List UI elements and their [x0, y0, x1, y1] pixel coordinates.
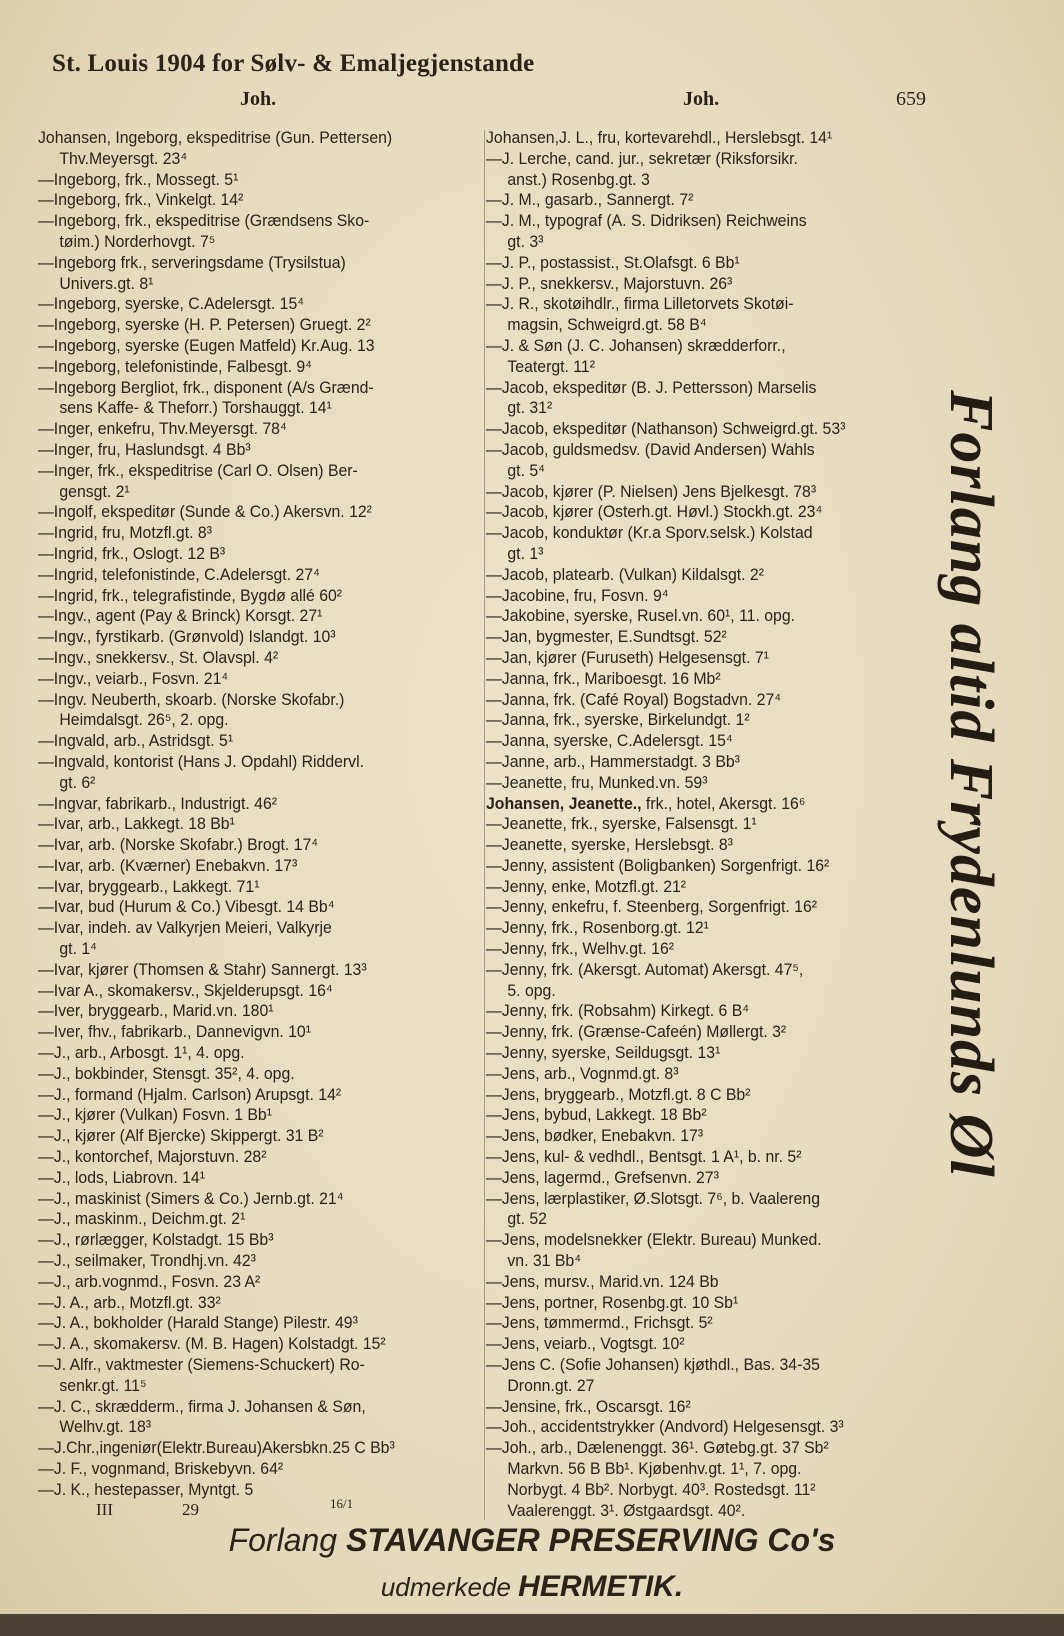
right-column	[486, 128, 934, 1521]
directory-entry	[38, 1105, 453, 1126]
entry-text: —Iver, fhv., fabrikarb., Dannevigvn. 10¹	[38, 1022, 311, 1042]
entry-text: tøim.) Norderhovgt. 7⁵	[59, 231, 216, 251]
entry-continuation-line	[38, 398, 453, 419]
entry-text: —Inger, fru, Haslundsgt. 4 Bb³	[38, 439, 251, 459]
entry-text: —Janne, arb., Hammerstadgt. 3 Bb³	[486, 751, 740, 771]
directory-entry	[38, 1251, 453, 1272]
advert-product: HERMETIK.	[518, 1570, 684, 1603]
directory-entry	[486, 1189, 903, 1210]
entry-text: —J., maskinist (Simers & Co.) Jernb.gt. 21⁴	[38, 1188, 344, 1208]
directory-entry	[38, 690, 453, 711]
entry-text: —Jacob, guldsmedsv. (David Andersen) Wahls	[486, 439, 815, 459]
entry-text: magsin, Schweigrd.gt. 58 B⁴	[507, 315, 707, 335]
entry-text: —J. F., vognmand, Briskebyvn. 64²	[38, 1459, 284, 1478]
directory-entry	[486, 253, 903, 274]
directory-entry	[38, 1001, 453, 1022]
entry-text: Johansen, Ingeborg, ekspeditrise (Gun. Pettersen)	[38, 128, 393, 147]
entry-text: —Jeanette, frk., syerske, Falsensgt. 1¹	[486, 814, 757, 834]
signature-date: 16/1	[330, 1496, 354, 1511]
entry-text: gt. 31²	[507, 398, 553, 418]
directory-entry	[38, 1334, 453, 1355]
directory-entry	[38, 1313, 453, 1334]
directory-entry	[486, 897, 903, 918]
side-advert: Forlang altid Frydenlunds Øl	[937, 390, 1005, 1178]
directory-entry	[38, 1126, 453, 1147]
directory-entry	[38, 315, 453, 336]
entry-continuation-line	[486, 1501, 903, 1522]
directory-entry	[38, 1209, 453, 1230]
entry-text: —Jens, portner, Rosenbg.gt. 10 Sb¹	[486, 1292, 739, 1312]
directory-entry	[38, 669, 453, 690]
entry-text: gt. 1³	[507, 543, 544, 563]
directory-entry	[486, 669, 903, 690]
entry-text: —J. A., bokholder (Harald Stange) Pilestr. 49³	[38, 1313, 358, 1333]
directory-entry	[486, 1064, 903, 1085]
header-advert-title: St. Louis 1904 for Sølv- & Emaljegjenstande	[52, 50, 535, 77]
entry-continuation-line	[486, 398, 903, 419]
directory-entry	[38, 1272, 453, 1293]
entry-text: —Jenny, assistent (Boligbanken) Sorgenfrigt. 16²	[486, 855, 830, 875]
directory-entry	[486, 523, 903, 544]
directory-entry	[486, 482, 903, 503]
entry-continuation-line	[38, 1417, 453, 1438]
entry-continuation-line	[486, 981, 903, 1002]
entry-continuation-line	[38, 149, 453, 170]
page-edge	[0, 1614, 1064, 1636]
entry-text: Norbygt. 4 Bb². Norbygt. 40³. Rostedsgt. 11²	[507, 1479, 816, 1499]
entry-text: —Janna, frk., Mariboesgt. 16 Mb²	[486, 668, 721, 688]
directory-entry	[486, 835, 903, 856]
directory-entry	[486, 1126, 903, 1147]
entry-continuation-line	[486, 357, 903, 378]
entry-text: —Jeanette, fru, Munked.vn. 59³	[486, 772, 708, 792]
entry-text: —J. M., gasarb., Sannergt. 7²	[486, 190, 694, 210]
entry-continuation-line	[486, 315, 903, 336]
entry-text: —J. R., skotøihdlr., firma Lilletorvets Skotøi-	[486, 294, 794, 314]
entry-text: —J. P., postassist., St.Olafsgt. 6 Bb¹	[486, 252, 740, 272]
directory-entry	[38, 253, 453, 274]
directory-entry	[486, 1438, 903, 1459]
entry-text: —Jacob, kjører (Osterh.gt. Høvl.) Stockh.gt. 23⁴	[486, 502, 823, 522]
directory-entry	[38, 378, 453, 399]
directory-entry	[486, 1230, 903, 1251]
entry-text: —Janna, frk. (Café Royal) Bogstadvn. 27⁴	[486, 689, 782, 709]
entry-text: anst.) Rosenbg.gt. 3	[507, 169, 650, 189]
entry-text: —Jenny, frk. (Robsahm) Kirkegt. 6 B⁴	[486, 1001, 750, 1021]
entry-text: —J. M., typograf (A. S. Didriksen) Reichweins	[486, 211, 807, 231]
entry-text: —Ingeborg, syerske (Eugen Matfeld) Kr.Aug. 13	[38, 335, 375, 355]
directory-entry	[486, 1355, 903, 1376]
directory-entry	[486, 606, 903, 627]
directory-entry	[38, 648, 453, 669]
directory-entry	[38, 1355, 453, 1376]
directory-entry	[486, 856, 903, 877]
directory-entry	[38, 1168, 453, 1189]
entry-text: Vaalerenggt. 3¹. Østgaardsgt. 40².	[507, 1500, 746, 1520]
entry-text: —Jacob, ekspeditør (Nathanson) Schweigrd.gt. 53³	[486, 419, 846, 439]
directory-entry	[486, 440, 903, 461]
entry-text: —Inger, frk., ekspeditrise (Carl O. Olsen) Ber-	[38, 460, 358, 480]
entry-text: —Ivar A., skomakersv., Skjelderupsgt. 16⁴	[38, 980, 333, 1000]
entry-text: —Jan, kjører (Furuseth) Helgesensgt. 7¹	[486, 647, 769, 667]
directory-entry	[486, 773, 903, 794]
directory-entry	[38, 294, 453, 315]
entry-text: —J., kjører (Vulkan) Fosvn. 1 Bb¹	[38, 1105, 272, 1125]
entry-text: Thv.Meyersgt. 23⁴	[59, 148, 188, 168]
entry-text: —J. & Søn (J. C. Johansen) skrædderforr.,	[486, 335, 786, 355]
entry-text: —J. P., snekkersv., Majorstuvn. 26³	[486, 273, 733, 293]
entry-text: —Ingeborg, syerske (H. P. Petersen) Gruegt. 2²	[38, 315, 371, 335]
directory-entry	[38, 897, 453, 918]
entry-text: gt. 1⁴	[59, 939, 97, 959]
entry-continuation-line	[486, 1459, 903, 1480]
directory-entry	[38, 1064, 453, 1085]
directory-entry	[38, 981, 453, 1002]
entry-text: Markvn. 56 B Bb¹. Kjøbenhv.gt. 1¹, 7. opg.	[507, 1459, 802, 1478]
entry-text: —Ingeborg Bergliot, frk., disponent (A/s Grænd-	[38, 377, 374, 397]
entry-text: —J., seilmaker, Trondhj.vn. 42³	[38, 1251, 256, 1271]
directory-entry	[38, 544, 453, 565]
directory-entry	[38, 1147, 453, 1168]
directory-entry	[486, 1105, 903, 1126]
entry-text: —Ingv. Neuberth, skoarb. (Norske Skofabr.)	[38, 689, 345, 709]
directory-entry	[486, 1043, 903, 1064]
advert-brand: STAVANGER PRESERVING Co's	[345, 1522, 836, 1558]
entry-text: —Ingrid, frk., Oslogt. 12 B³	[38, 543, 226, 563]
directory-entry	[486, 1001, 903, 1022]
directory-entry	[486, 1417, 903, 1438]
entry-text: —Jenny, frk. (Grænse-Cafeén) Møllergt. 3²	[486, 1022, 787, 1042]
directory-entry	[486, 149, 903, 170]
entry-continuation-line	[486, 461, 903, 482]
entry-text: —Ingeborg, frk., Vinkelgt. 14²	[38, 190, 244, 210]
bottom-advert-line2	[0, 1570, 1064, 1604]
directory-entry	[38, 627, 453, 648]
entry-text: —Jens, bødker, Enebakvn. 17³	[486, 1126, 704, 1146]
entry-text: —Jacob, ekspeditør (B. J. Pettersson) Marselis	[486, 377, 817, 397]
entry-text: —Ingeborg, syerske, C.Adelersgt. 15⁴	[38, 294, 305, 314]
directory-entry	[486, 752, 903, 773]
directory-entry	[486, 960, 903, 981]
entry-text: senkr.gt. 11⁵	[59, 1375, 147, 1395]
signature-number: 29	[182, 1500, 199, 1519]
entry-continuation-line	[38, 939, 453, 960]
directory-entry	[486, 1293, 903, 1314]
entry-text: —Ingeborg, telefonistinde, Falbesgt. 9⁴	[38, 356, 312, 376]
entry-text: —Ivar, kjører (Thomsen & Stahr) Sannergt. 13³	[38, 959, 367, 979]
directory-entry	[486, 336, 903, 357]
directory-entry	[38, 128, 453, 149]
entry-text: —Ingrid, fru, Motzfl.gt. 8³	[38, 523, 212, 543]
entry-text: gensgt. 2¹	[59, 481, 130, 501]
directory-entry	[486, 190, 903, 211]
directory-entry	[38, 586, 453, 607]
directory-entry	[38, 190, 453, 211]
entry-text: Welhv.gt. 18³	[59, 1417, 152, 1437]
advert-prefix: Forlang	[228, 1522, 338, 1558]
entry-text: Dronn.gt. 27	[507, 1375, 595, 1395]
directory-entry	[486, 565, 903, 586]
directory-entry	[486, 918, 903, 939]
directory-entry	[486, 294, 903, 315]
entry-text: —Jens, veiarb., Vogtsgt. 10²	[486, 1334, 685, 1354]
entry-continuation-line	[38, 710, 453, 731]
directory-entry	[38, 1480, 453, 1501]
entry-text: —Ivar, arb., Lakkegt. 18 Bb¹	[38, 814, 235, 834]
directory-entry	[486, 274, 903, 295]
entry-text: —Jens, tømmermd., Frichsgt. 5²	[486, 1313, 713, 1333]
entry-text: —Ingrid, telefonistinde, C.Adelersgt. 27⁴	[38, 564, 320, 584]
entry-text: —Ingeborg, frk., Mossegt. 5¹	[38, 169, 239, 189]
entry-text: —Ingvald, kontorist (Hans J. Opdahl) Riddervl.	[38, 751, 365, 771]
directory-entry	[38, 1085, 453, 1106]
page-number: 659	[896, 88, 926, 110]
entry-text: —Jens, lærplastiker, Ø.Slotsgt. 7⁶, b. Vaalereng	[486, 1188, 820, 1208]
entry-text: —J., maskinm., Deichm.gt. 2¹	[38, 1209, 246, 1229]
entry-text: —J. A., arb., Motzfl.gt. 33²	[38, 1292, 221, 1312]
directory-entry	[38, 960, 453, 981]
entry-text: —Jakobine, syerske, Rusel.vn. 60¹, 11. opg.	[486, 606, 796, 626]
directory-entry	[38, 814, 453, 835]
entry-continuation-line	[486, 170, 903, 191]
entry-text: —Ivar, arb. (Norske Skofabr.) Brogt. 17⁴	[38, 835, 319, 855]
signature-sheet: III	[96, 1500, 113, 1519]
entry-text: —Jacob, konduktør (Kr.a Sporv.selsk.) Kolstad	[486, 523, 813, 543]
entry-continuation-line	[486, 232, 903, 253]
entry-text: —Jenny, frk., Rosenborg.gt. 12¹	[486, 918, 709, 938]
column-divider	[484, 130, 485, 1520]
entry-continuation-line	[38, 1376, 453, 1397]
entry-text: —Joh., arb., Dælenenggt. 36¹. Gøtebg.gt. 37 Sb²	[486, 1438, 829, 1458]
entry-continuation-line	[486, 1251, 903, 1272]
advert-prefix-2: udmerkede	[380, 1572, 511, 1602]
entry-continuation-line	[486, 1209, 903, 1230]
entry-text: —Ingv., agent (Pay & Brinck) Korsgt. 27¹	[38, 606, 323, 626]
entry-text: —Jens, arb., Vognmd.gt. 8³	[486, 1063, 679, 1083]
left-column	[38, 128, 484, 1501]
entry-text: —J., arb.vognmd., Fosvn. 23 A²	[38, 1271, 261, 1291]
entry-text: 5. opg.	[507, 980, 556, 1000]
entry-text: —Jacob, kjører (P. Nielsen) Jens Bjelkesgt. 78³	[486, 481, 817, 501]
entry-text: —J. A., skomakersv. (M. B. Hagen) Kolstadgt. 15²	[38, 1334, 386, 1354]
directory-entry	[38, 1022, 453, 1043]
entry-text: sens Kaffe- & Theforr.) Torshauggt. 14¹	[59, 398, 332, 418]
entry-text: —Jens C. (Sofie Johansen) kjøthdl., Bas. 34-35	[486, 1355, 820, 1375]
entry-text: —J. Alfr., vaktmester (Siemens-Schuckert) Ro-	[38, 1355, 365, 1375]
directory-entry	[486, 1397, 903, 1418]
entry-text: —J. K., hestepasser, Myntgt. 5	[38, 1479, 254, 1499]
entry-text: —J., kjører (Alf Bjercke) Skippergt. 31 B²	[38, 1126, 324, 1146]
directory-entry	[38, 835, 453, 856]
entry-text: —Jens, mursv., Marid.vn. 124 Bb	[486, 1271, 719, 1291]
directory-entry	[486, 731, 903, 752]
directory-entry	[38, 461, 453, 482]
entry-text: —Jacob, platearb. (Vulkan) Kildalsgt. 2²	[486, 564, 764, 584]
directory-entry	[486, 211, 903, 232]
bottom-advert-line1	[0, 1522, 1064, 1559]
entry-text: —Ingv., veiarb., Fosvn. 21⁴	[38, 668, 229, 688]
directory-entry	[38, 1293, 453, 1314]
entry-text: —Jacobine, fru, Fosvn. 9⁴	[486, 585, 669, 605]
entry-text: —J., lods, Liabrovn. 14¹	[38, 1167, 205, 1187]
entry-text: —Jens, kul- & vedhdl., Bentsgt. 1 A¹, b. nr. 5²	[486, 1147, 802, 1167]
entry-continuation-line	[38, 482, 453, 503]
entry-text: —J. Lerche, cand. jur., sekretær (Riksforsikr.	[486, 148, 798, 168]
directory-entry	[38, 502, 453, 523]
directory-entry	[486, 502, 903, 523]
directory-entry	[486, 690, 903, 711]
directory-entry	[38, 856, 453, 877]
entry-text: —Janna, syerske, C.Adelersgt. 15⁴	[486, 731, 733, 751]
directory-entry	[486, 648, 903, 669]
entry-text: —Jenny, enkefru, f. Steenberg, Sorgenfrigt. 16²	[486, 897, 818, 917]
directory-entry	[486, 128, 903, 149]
directory-entry	[38, 170, 453, 191]
directory-entry	[38, 752, 453, 773]
entry-text: —J.Chr.,ingeniør(Elektr.Bureau)Akersbkn.25 C Bb³	[38, 1438, 395, 1458]
entry-text: —J., kontorchef, Majorstuvn. 28²	[38, 1147, 267, 1167]
entry-surname-heading: Johansen, Jeanette.,	[486, 793, 642, 813]
entry-text: —Ingv., fyrstikarb. (Grønvold) Islandgt. 10³	[38, 627, 336, 647]
entry-text: —Ingeborg, frk., ekspeditrise (Grændsens Sko-	[38, 211, 370, 231]
directory-entry	[38, 877, 453, 898]
entry-text: —Ingvar, fabrikarb., Industrigt. 46²	[38, 793, 278, 813]
entry-text: —Jan, bygmester, E.Sundtsgt. 52²	[486, 627, 727, 647]
entry-text: —Ingrid, frk., telegrafistinde, Bygdø allé 60²	[38, 585, 343, 605]
entry-text: —Ivar, indeh. av Valkyrjen Meieri, Valkyrje	[38, 918, 332, 938]
directory-entry	[38, 440, 453, 461]
entry-text: —Ivar, bryggearb., Lakkegt. 71¹	[38, 876, 260, 896]
entry-continuation-line	[486, 1376, 903, 1397]
entry-text: —Jenny, syerske, Seildugsgt. 13¹	[486, 1043, 721, 1063]
entry-text: —Jensine, frk., Oscarsgt. 16²	[486, 1396, 691, 1416]
directory-entry	[486, 378, 903, 399]
right-running-head: Joh.	[683, 88, 720, 110]
entry-text: Heimdalsgt. 26⁵, 2. opg.	[59, 710, 229, 730]
entry-text: gt. 5⁴	[507, 460, 545, 480]
entry-text: —Ingvald, arb., Astridsgt. 5¹	[38, 731, 234, 751]
directory-entry	[486, 710, 903, 731]
entry-continuation-line	[486, 544, 903, 565]
entry-text: vn. 31 Bb⁴	[507, 1251, 581, 1271]
left-running-head: Joh.	[240, 88, 277, 110]
directory-entry	[38, 1397, 453, 1418]
directory-entry	[486, 877, 903, 898]
entry-text: —Jens, modelsnekker (Elektr. Bureau) Munked.	[486, 1230, 822, 1250]
directory-entry	[38, 1043, 453, 1064]
entry-text: frk., hotel, Akersgt. 16⁶	[641, 793, 806, 813]
entry-text: —Jenny, enke, Motzfl.gt. 21²	[486, 876, 687, 896]
directory-entry	[38, 419, 453, 440]
entry-text: —Ivar, bud (Hurum & Co.) Vibesgt. 14 Bb⁴	[38, 897, 335, 917]
entry-text: gt. 6²	[59, 772, 96, 792]
directory-entry	[38, 1189, 453, 1210]
entry-text: —Ingv., snekkersv., St. Olavspl. 4²	[38, 647, 279, 667]
entry-text: —Jeanette, syerske, Herslebsgt. 8³	[486, 835, 733, 855]
directory-entry	[486, 1085, 903, 1106]
entry-text: gt. 3³	[507, 231, 544, 251]
entry-text: —Jens, lagermd., Grefsenvn. 27³	[486, 1167, 719, 1187]
directory-entry	[486, 814, 903, 835]
entry-text: —J. C., skrædderm., firma J. Johansen & Søn,	[38, 1396, 366, 1416]
entry-text: —Joh., accidentstrykker (Andvord) Helgesensgt. 3³	[486, 1417, 844, 1437]
directory-entry	[486, 1022, 903, 1043]
entry-text: —Jens, bybud, Lakkegt. 18 Bb²	[486, 1105, 707, 1125]
directory-entry	[486, 586, 903, 607]
directory-entry	[38, 606, 453, 627]
directory-entry	[38, 336, 453, 357]
entry-text: —Ingolf, ekspeditør (Sunde & Co.) Akersvn. 12²	[38, 502, 372, 522]
directory-entry	[486, 1168, 903, 1189]
directory-entry	[486, 1313, 903, 1334]
directory-entry	[486, 1334, 903, 1355]
entry-text: Univers.gt. 8¹	[59, 273, 154, 293]
directory-entry	[38, 523, 453, 544]
entry-text: gt. 52	[507, 1209, 547, 1229]
entry-text: —J., arb., Arbosgt. 1¹, 4. opg.	[38, 1043, 245, 1063]
directory-entry	[38, 731, 453, 752]
entry-text: Teatergt. 11²	[507, 356, 595, 376]
entry-text: —Ivar, arb. (Kværner) Enebakvn. 17³	[38, 855, 298, 875]
entry-continuation-line	[38, 773, 453, 794]
directory-entry	[486, 1272, 903, 1293]
entry-continuation-line	[38, 274, 453, 295]
directory-entry	[38, 1438, 453, 1459]
directory-entry	[38, 211, 453, 232]
entry-text: —J., formand (Hjalm. Carlson) Arupsgt. 14²	[38, 1084, 342, 1104]
entry-text: —Jens, bryggearb., Motzfl.gt. 8 C Bb²	[486, 1084, 751, 1104]
directory-entry	[38, 918, 453, 939]
directory-entry	[38, 794, 453, 815]
directory-entry	[486, 419, 903, 440]
entry-text: —Iver, bryggearb., Marid.vn. 180¹	[38, 1001, 274, 1021]
entry-text: —Ingeborg frk., serveringsdame (Trysilstua)	[38, 252, 346, 272]
entry-text: —J., bokbinder, Stensgt. 35², 4. opg.	[38, 1063, 295, 1083]
directory-entry	[38, 565, 453, 586]
entry-text: —Inger, enkefru, Thv.Meyersgt. 78⁴	[38, 419, 287, 439]
entry-text: —Jenny, frk., Welhv.gt. 16²	[486, 939, 675, 959]
directory-entry	[486, 1147, 903, 1168]
directory-entry	[486, 794, 903, 815]
directory-entry	[486, 939, 903, 960]
directory-entry	[38, 1459, 453, 1480]
entry-text: —Janna, frk., syerske, Birkelundgt. 1²	[486, 710, 750, 730]
directory-entry	[486, 627, 903, 648]
entry-continuation-line	[38, 232, 453, 253]
directory-entry	[38, 1230, 453, 1251]
directory-entry	[38, 357, 453, 378]
entry-text: Johansen,J. L., fru, kortevarehdl., Herslebsgt. 14¹	[486, 128, 833, 147]
entry-continuation-line	[486, 1480, 903, 1501]
entry-text: —J., rørlægger, Kolstadgt. 15 Bb³	[38, 1230, 274, 1250]
entry-text: —Jenny, frk. (Akersgt. Automat) Akersgt. 47⁵,	[486, 959, 804, 979]
